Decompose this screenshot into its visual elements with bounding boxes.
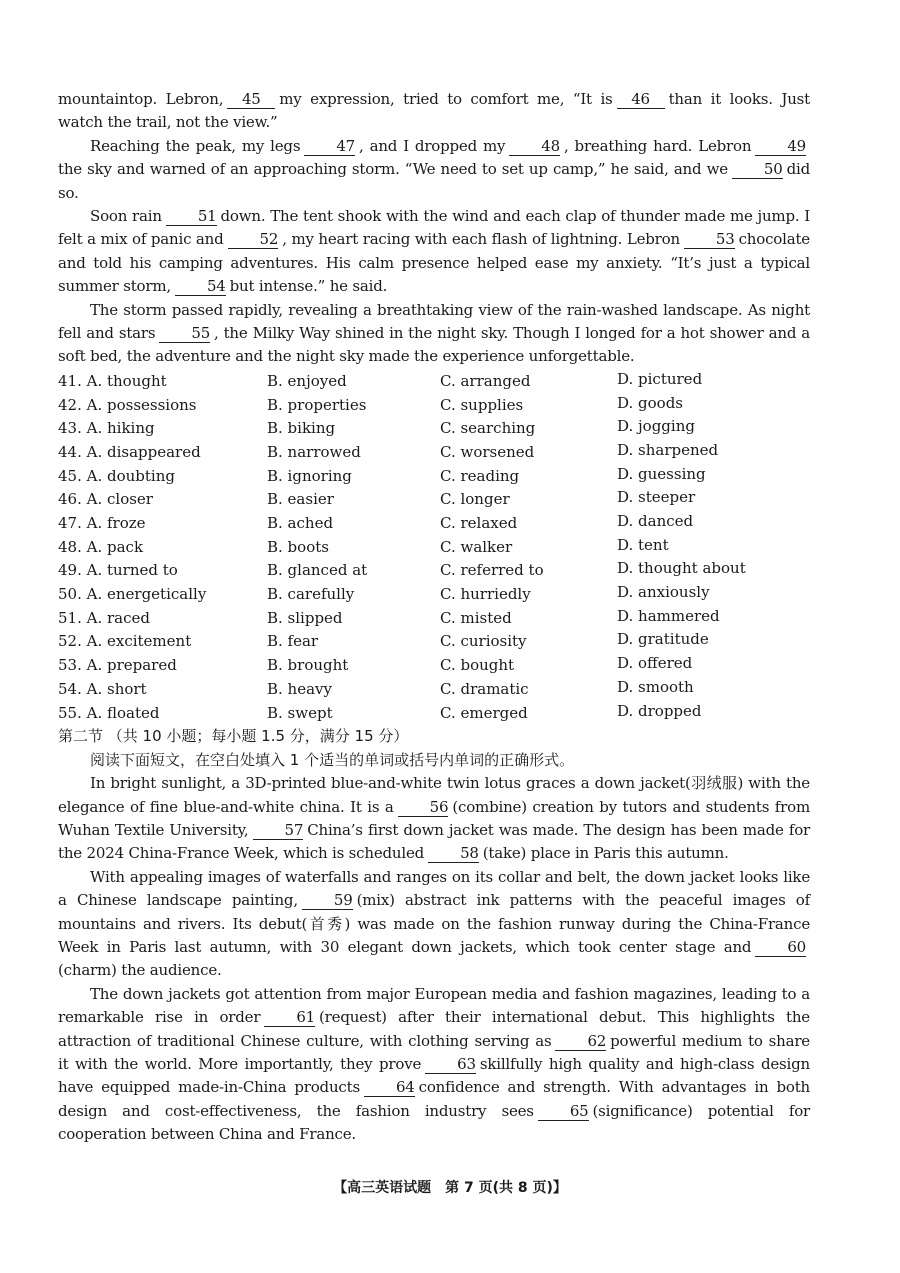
question-53 <box>58 654 810 678</box>
option-b[interactable]: B. easier <box>267 490 334 509</box>
option-a[interactable]: 45. A. doubting <box>58 466 175 485</box>
blank-52[interactable]: 52 <box>228 231 279 249</box>
blank-59[interactable]: 59 <box>302 892 353 910</box>
blank-65[interactable]: 65 <box>538 1103 589 1121</box>
option-c[interactable]: C. emerged <box>440 703 528 722</box>
option-c[interactable]: C. longer <box>440 490 510 509</box>
option-c[interactable]: C. misted <box>440 608 512 627</box>
option-c[interactable]: C. reading <box>440 466 520 485</box>
option-c[interactable]: C. walker <box>440 537 513 556</box>
option-b[interactable]: B. properties <box>267 395 367 414</box>
option-a[interactable]: 49. A. turned to <box>58 561 178 580</box>
option-d[interactable]: D. guessing <box>617 464 706 483</box>
option-b[interactable]: B. glanced at <box>267 561 368 580</box>
question-49 <box>58 559 810 583</box>
question-46 <box>58 488 810 512</box>
question-43 <box>58 417 810 441</box>
option-d[interactable]: D. steeper <box>617 488 696 507</box>
option-a[interactable]: 42. A. possessions <box>58 395 197 414</box>
page-footer: 【高三英语试题 第 7 页(共 8 页)】 <box>333 1180 567 1196</box>
option-c[interactable]: C. searching <box>440 419 536 438</box>
option-a[interactable]: 44. A. disappeared <box>58 442 201 461</box>
question-44 <box>58 441 810 465</box>
question-54 <box>58 678 810 702</box>
option-c[interactable]: C. worsened <box>440 442 535 461</box>
option-b[interactable]: B. boots <box>267 537 329 556</box>
option-d[interactable]: D. dropped <box>617 701 702 720</box>
option-c[interactable]: C. hurriedly <box>440 585 531 604</box>
option-c[interactable]: C. referred to <box>440 561 544 580</box>
blank-50[interactable]: 50 <box>732 161 783 179</box>
option-a[interactable]: 51. A. raced <box>58 608 150 627</box>
blank-46[interactable]: 46 <box>617 91 665 109</box>
option-b[interactable]: B. swept <box>267 703 333 722</box>
question-50 <box>58 583 810 607</box>
blank-45[interactable]: 45 <box>227 91 275 109</box>
option-a[interactable]: 47. A. froze <box>58 514 146 532</box>
paragraph: Reaching the peak, my legs 47 , and I dropped my 48 , breathing hard. Lebron 49the sky and warned of an approaching storm. “We need to set up camp,” he said, and we 50 did so. <box>58 136 810 202</box>
question-52 <box>58 630 810 654</box>
option-d[interactable]: D. pictured <box>617 369 703 388</box>
exam-page <box>58 88 810 1147</box>
blank-63[interactable]: 63 <box>425 1056 476 1074</box>
option-d[interactable]: D. tent <box>617 535 669 554</box>
option-c[interactable]: C. curiosity <box>440 632 527 651</box>
option-a[interactable]: 52. A. excitement <box>58 632 192 651</box>
option-b[interactable]: B. brought <box>267 656 349 675</box>
option-b[interactable]: B. heavy <box>267 679 332 698</box>
blank-62[interactable]: 62 <box>555 1033 606 1051</box>
blank-53[interactable]: 53 <box>684 231 735 249</box>
paragraph: The storm passed rapidly, revealing a breathtaking view of the rain-washed landscape. As night fell and stars 55 , the Milky Way shined in the night sky. Though I longed for a hot shower and a soft bed, the adventure and the night sky made the experience unforgettable. <box>58 300 810 366</box>
question-48 <box>58 536 810 560</box>
option-c[interactable]: C. arranged <box>440 371 531 390</box>
option-a[interactable]: 41. A. thought <box>58 371 167 390</box>
option-a[interactable]: 50. A. energetically <box>58 585 207 604</box>
option-b[interactable]: B. carefully <box>267 585 355 604</box>
section-heading: 第二节 （共 10 小题；每小题 1.5 分，满分 15 分） <box>58 727 409 746</box>
option-c[interactable]: C. relaxed <box>440 514 518 532</box>
option-d[interactable]: D. hammered <box>617 606 720 625</box>
option-a[interactable]: 55. A. floated <box>58 703 160 722</box>
option-a[interactable]: 54. A. short <box>58 679 147 698</box>
option-d[interactable]: D. goods <box>617 393 683 412</box>
option-a[interactable]: 43. A. hiking <box>58 419 155 438</box>
option-a[interactable]: 46. A. closer <box>58 490 153 509</box>
option-a[interactable]: 48. A. pack <box>58 537 144 556</box>
option-c[interactable]: C. bought <box>440 656 515 675</box>
blank-47[interactable]: 47 <box>304 138 355 156</box>
option-a[interactable]: 53. A. prepared <box>58 656 177 675</box>
option-b[interactable]: B. ached <box>267 514 334 532</box>
option-d[interactable]: D. gratitude <box>617 630 709 649</box>
paragraph: With appealing images of waterfalls and ranges on its collar and belt, the down jacket looks like a Chinese landscape painting, 59 (mix) abstract ink patterns with the peaceful images of mountains and rivers. Its debut(首秀) was made on the fashion runway during the China-France Week in Paris last autumn, with 30 elegant down jackets, which took center stage and 60(charm) the audience. <box>58 867 810 980</box>
grammar-fill-passage <box>58 772 810 1147</box>
blank-51[interactable]: 51 <box>166 208 217 226</box>
option-b[interactable]: B. enjoyed <box>267 371 347 390</box>
paragraph: The down jackets got attention from major European media and fashion magazines, leading to a remarkable rise in order 61 (request) after their international debut. This highlights the attraction of traditional Chinese culture, with clothing serving as 62 powerful medium to share it with the world. More importantly, they prove 63 skillfully high quality and high-class design have equipped made-in-China products 64 confidence and strength. With advantages in both design and cost-effectiveness, the fashion industry sees 65 (significance) potential for cooperation between China and France. <box>58 984 811 1144</box>
option-d[interactable]: D. jogging <box>617 417 695 436</box>
question-51 <box>58 607 810 631</box>
question-45 <box>58 465 810 489</box>
option-d[interactable]: D. sharpened <box>617 440 719 459</box>
blank-64[interactable]: 64 <box>364 1079 415 1097</box>
question-41 <box>58 370 810 394</box>
paragraph: In bright sunlight, a 3D-printed blue-and-white twin lotus graces a down jacket(羽绒服) with the elegance of fine blue-and-white china. It is a 56 (combine) creation by tutors and students from Wuhan Textile University, 57 China’s first down jacket was made. The design has been made for the 2024 China-France Week, which is scheduled 58 (take) place in Paris this autumn. <box>58 774 810 863</box>
option-b[interactable]: B. biking <box>267 419 336 438</box>
blank-48[interactable]: 48 <box>509 138 560 156</box>
blank-61[interactable]: 61 <box>264 1009 315 1027</box>
option-b[interactable]: B. slipped <box>267 608 343 627</box>
option-b[interactable]: B. narrowed <box>267 442 361 461</box>
question-47 <box>58 512 810 536</box>
option-c[interactable]: C. supplies <box>440 395 524 414</box>
blank-57[interactable]: 57 <box>253 822 304 840</box>
options-table <box>58 370 810 725</box>
blank-56[interactable]: 56 <box>398 799 449 817</box>
option-d[interactable]: D. offered <box>617 654 693 673</box>
section-instruction: 阅读下面短文，在空白处填入 1 个适当的单词或括号内单词的正确形式。 <box>90 750 575 769</box>
question-42 <box>58 394 810 418</box>
option-d[interactable]: D. danced <box>617 512 694 530</box>
option-b[interactable]: B. fear <box>267 632 319 651</box>
blank-58[interactable]: 58 <box>428 845 479 863</box>
blank-49[interactable]: 49 <box>755 138 806 156</box>
paragraph: mountaintop. Lebron, 45 my expression, tried to comfort me, “It is 46 than it looks. Just watch the trail, not the view.” <box>58 90 810 132</box>
blank-60[interactable]: 60 <box>755 939 806 957</box>
cloze-passage <box>58 88 810 369</box>
blank-55[interactable]: 55 <box>159 325 210 343</box>
option-d[interactable]: D. anxiously <box>617 583 710 602</box>
option-d[interactable]: D. smooth <box>617 677 694 696</box>
paragraph: Soon rain 51 down. The tent shook with the wind and each clap of thunder made me jump. I felt a mix of panic and 52 , my heart racing with each flash of lightning. Lebron 53 chocolate and told his camping adventures. His calm presence helped ease my anxiety. “It’s just a typical summer storm, 54 but intense.” he said. <box>58 207 810 296</box>
option-c[interactable]: C. dramatic <box>440 679 529 698</box>
blank-54[interactable]: 54 <box>175 278 226 296</box>
option-b[interactable]: B. ignoring <box>267 466 352 485</box>
question-55 <box>58 702 810 726</box>
option-d[interactable]: D. thought about <box>617 559 746 578</box>
